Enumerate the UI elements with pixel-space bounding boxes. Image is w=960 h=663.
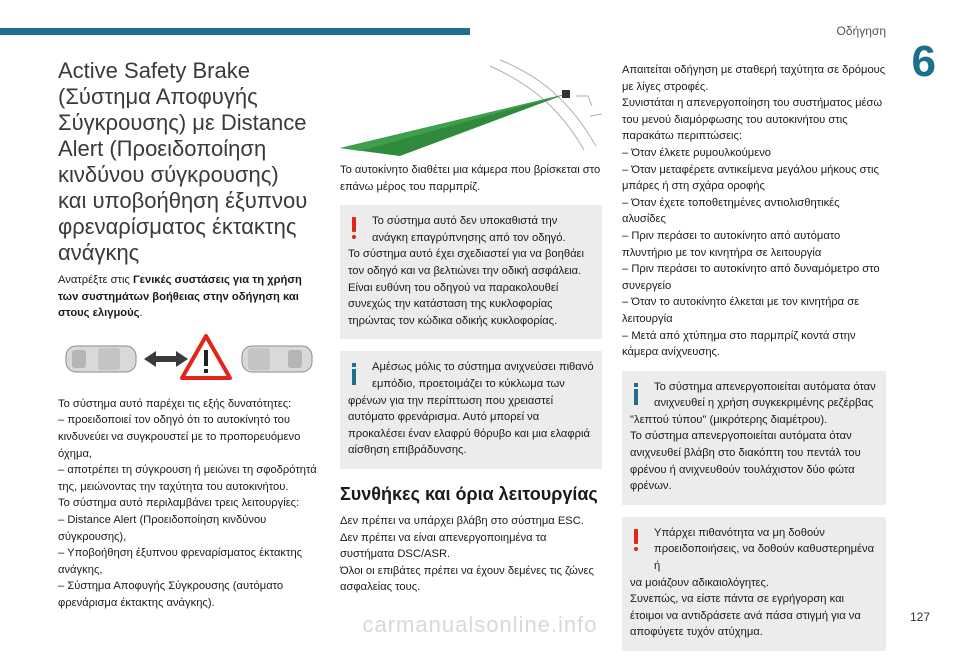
windshield-outline xyxy=(490,60,602,150)
exclamation-icon xyxy=(350,217,358,239)
intro-reference: Ανατρέξτε στις Γενικές συστάσεις για τη χρήση των συστημάτων βοήθειας στην οδήγηση και στους ελιγμούς. xyxy=(58,274,302,320)
front-car-icon xyxy=(242,346,312,372)
windshield-camera-illustration xyxy=(340,56,602,156)
note-text: Το σύστημα αυτό δεν υποκαθιστά την ανάγκη επαγρύπνησης από τον οδηγό. xyxy=(372,215,566,244)
rear-car-icon xyxy=(66,346,136,372)
list-item: – Πριν περάσει το αυτοκίνητο από αυτόματο πλυντήριο με τον κινητήρα σε λειτουργία xyxy=(622,229,841,259)
title-line: κινδύνου σύγκρουσης) xyxy=(58,162,279,187)
list-item: – Όταν έχετε τοποθετημένες αντιολισθητικές αλυσίδες xyxy=(622,196,840,226)
note-text: φρένων για την περίπτωση που χρειαστεί αυτόματο φρενάρισμα. Αυτό μπορεί να προκαλέσει έναν ελαφρύ θόρυβο και μια ελαφριά αίσθηση επιβράδυνσης. xyxy=(348,394,590,457)
body-text: Απαιτείται οδήγηση με σταθερή ταχύτητα σε δρόμους με λίγες στροφές. xyxy=(622,64,886,93)
column-middle xyxy=(340,162,602,596)
column-left xyxy=(58,58,320,612)
section-heading: Συνθήκες και όρια λειτουργίας xyxy=(340,483,598,504)
body-text: Το σύστημα αυτό παρέχει τις εξής δυνατότητες: xyxy=(58,397,292,410)
body-text: Το σύστημα αυτό περιλαμβάνει τρεις λειτουργίες: xyxy=(58,497,300,510)
list-item: – Σύστημα Αποφυγής Σύγκρουσης (αυτόματο φρενάρισμα έκτακτης ανάγκης). xyxy=(58,580,284,609)
warning-triangle-icon xyxy=(182,336,230,378)
double-arrow-icon xyxy=(144,351,188,367)
body-text: Δεν πρέπει να υπάρχει βλάβη στο σύστημα ESC. xyxy=(340,514,584,527)
body-text: Όλοι οι επιβάτες πρέπει να έχουν δεμένες τις ζώνες ασφαλείας τους. xyxy=(340,564,594,594)
list-item: – Μετά από χτύπημα στο παρμπρίζ κοντά στην κάμερα ανίχνευσης. xyxy=(622,329,856,359)
page-title xyxy=(58,58,320,266)
body-text: Συνιστάται η απενεργοποίηση του συστήματος μέσω του μενού διαμόρφωσης του αυτοκινήτου στις παρακάτω περιπτώσεις: xyxy=(622,97,883,143)
header-accent-bar xyxy=(0,28,470,35)
chapter-number: 6 xyxy=(911,37,936,86)
note-text: Αμέσως μόλις το σύστημα ανιχνεύσει πιθανό εμπόδιο, προετοιμάζει το κύκλωμα των xyxy=(372,361,594,390)
list-item: – Distance Alert (Προειδοποίηση κινδύνου σύγκρουσης), xyxy=(58,513,267,543)
reference-link[interactable]: Γενικές συστάσεις για τη χρήση των συστημάτων βοήθειας στην οδήγηση και στους ελιγμούς xyxy=(58,274,302,320)
title-line: (Σύστημα Αποφυγής xyxy=(58,84,258,109)
note-text: Το σύστημα αυτό έχει σχεδιαστεί για να βοηθάει τον οδηγό και να βελτιώνει την οδική ασφάλεια. xyxy=(348,248,585,277)
title-line: Alert (Προειδοποίηση xyxy=(58,136,267,161)
note-text: Είναι ευθύνη του οδηγού να παρακολουθεί συνεχώς την κατάσταση της κυκλοφορίας τηρώντας τον κώδικα οδικής κυκλοφορίας. xyxy=(348,281,559,327)
watermark: carmanualsonline.info xyxy=(362,612,598,637)
list-item: – Υποβοήθηση έξυπνου φρεναρίσματος έκτακτης ανάγκης, xyxy=(58,547,303,576)
note-text: "λεπτού τύπου" (μικρότερης διαμέτρου). xyxy=(630,413,828,426)
column-right xyxy=(622,62,886,663)
title-line: Active Safety Brake xyxy=(58,58,250,83)
note-text: Υπάρχει πιθανότητα να μη δοθούν προειδοποιήσεις, να δοθούν καθυστερημένα ή xyxy=(654,526,875,573)
list-item: – Όταν έλκετε ρυμουλκούμενο xyxy=(622,146,772,159)
title-line: Σύγκρουσης) με Distance xyxy=(58,110,307,135)
note-text: να μοιάζουν αδικαιολόγητες. xyxy=(630,576,769,589)
page-number: 127 xyxy=(909,610,930,624)
title-line: και υποβοήθηση έξυπνου xyxy=(58,188,308,213)
exclamation-icon xyxy=(632,529,640,551)
info-note xyxy=(622,371,886,505)
warning-note xyxy=(340,205,602,339)
camera-description: Το αυτοκίνητο διαθέτει μια κάμερα που βρίσκεται στο επάνω μέρος του παρμπρίζ. xyxy=(340,164,601,193)
title-line: ανάγκης xyxy=(58,240,140,265)
list-item: – Πριν περάσει το αυτοκίνητο από δυναμόμετρο στο συνεργείο xyxy=(622,263,880,292)
note-text: Το σύστημα απενεργοποιείται αυτόματα όταν ανιχνευθεί βλάβη στο διακόπτη του πεντάλ του φρένου ή ανιχνευθούν τουλάχιστον δύο φώτα φρένων. xyxy=(630,430,861,493)
body-text: Δεν πρέπει να είναι απενεργοποιημένα τα συστήματα DSC/ASR. xyxy=(340,531,547,561)
collision-warning-illustration xyxy=(58,332,320,384)
note-text: Το σύστημα απενεργοποιείται αυτόματα όταν ανιχνευθεί η χρήση συγκεκριμένης ρεζέρβας xyxy=(654,380,876,410)
list-item: – Όταν το αυτοκίνητο έλκεται με τον κινητήρα σε λειτουργία xyxy=(622,296,860,325)
camera-icon xyxy=(562,90,570,98)
note-text: Συνεπώς, να είστε πάντα σε εγρήγορση και έτοιμοι να αντιδράσετε ανά πάσα στιγμή για να αποφύγετε τυχόν ατύχημα. xyxy=(630,593,861,639)
info-icon xyxy=(350,363,358,385)
section-label: Οδήγηση xyxy=(836,24,886,38)
list-item: – Όταν μεταφέρετε αντικείμενα μεγάλου μήκους στις μπάρες ή στη σχάρα οροφής xyxy=(622,163,879,193)
info-icon xyxy=(632,383,640,405)
title-line: φρεναρίσματος έκτακτης xyxy=(58,214,297,239)
list-item: – αποτρέπει τη σύγκρουση ή μειώνει τη σφοδρότητά της, μειώνοντας την ταχύτητα του αυτοκινήτου. xyxy=(58,464,317,493)
info-note xyxy=(340,351,602,469)
list-item: – προειδοποιεί τον οδηγό ότι το αυτοκίνητό του κινδυνεύει να συγκρουστεί με το προπορευόμενο όχημα, xyxy=(58,414,301,460)
